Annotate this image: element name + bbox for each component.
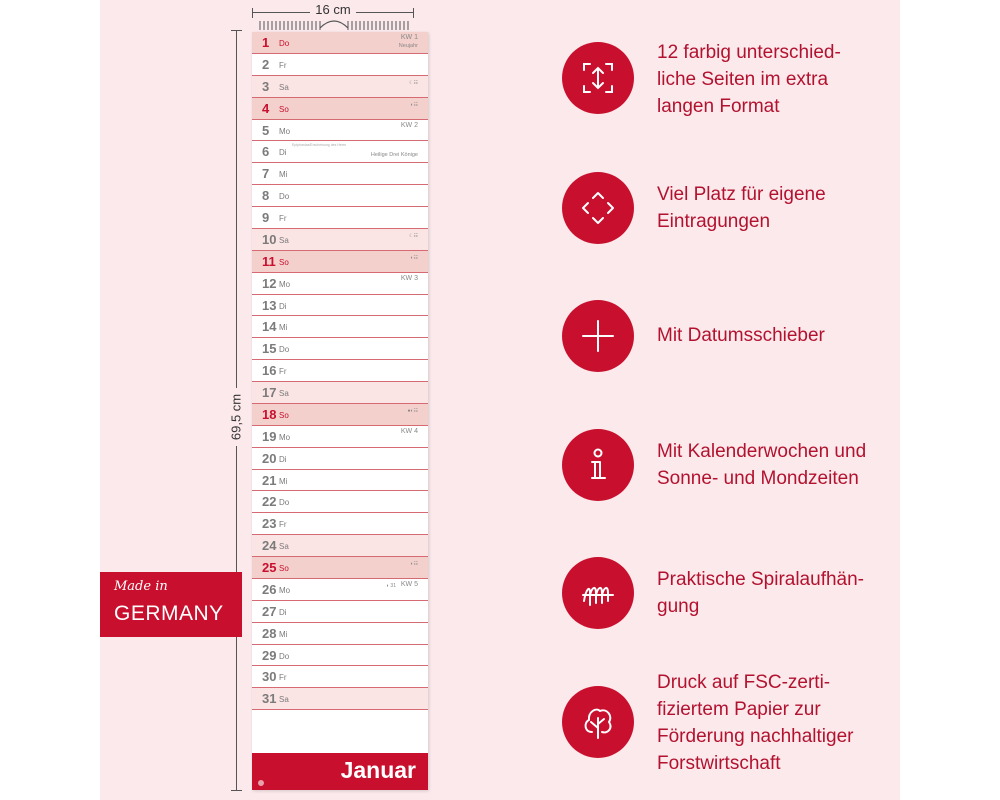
weekday-label: Do (279, 651, 290, 661)
weekday-label: So (279, 257, 289, 267)
height-dimension-label: 69,5 cm (228, 393, 244, 441)
expand-vertical-icon (562, 42, 634, 114)
day-number: 19 (262, 428, 277, 444)
moon-sun-symbols: ◐☷ (410, 101, 418, 108)
day-number: 4 (262, 100, 270, 116)
width-dimension-label: 16 cm (310, 2, 356, 17)
feature-date-slider-text (657, 322, 825, 349)
calendar-week-label: KW 5 (400, 580, 418, 588)
weekday-label: Di (279, 301, 287, 311)
calendar-day-row (252, 141, 428, 163)
day-number: 12 (262, 275, 277, 291)
wall-calendar (252, 32, 428, 790)
day-number: 28 (262, 625, 277, 641)
day-number: 23 (262, 516, 277, 532)
calendar-day-row (252, 120, 428, 142)
move-arrows-icon (562, 172, 634, 244)
weekday-label: Mi (279, 629, 288, 639)
feature-fsc (562, 672, 900, 786)
left-margin (0, 0, 100, 800)
calendar-day-row (252, 360, 428, 382)
calendar-day-row (252, 557, 428, 579)
day-number: 22 (262, 494, 277, 510)
moon-sun-symbols: ◐☷ (410, 561, 418, 567)
day-number: 18 (262, 406, 277, 422)
calendar-day-row (252, 448, 428, 470)
feature-line: Viel Platz für eigene (657, 184, 826, 205)
right-margin (900, 0, 1000, 800)
weekday-label: Mo (279, 585, 291, 595)
day-number: 26 (262, 581, 277, 597)
holiday-label: Heilige Drei Könige (370, 152, 418, 159)
moon-phase-symbol: ◗ 31 (386, 582, 396, 589)
calendar-day-row (252, 295, 428, 317)
day-number: 17 (262, 385, 277, 400)
day-number: 16 (262, 363, 277, 379)
calendar-day-row (252, 316, 428, 338)
calendar-day-row (252, 404, 428, 426)
weekday-label: Sa (279, 389, 289, 398)
weekday-label: Do (279, 498, 290, 508)
weekday-label: Sa (279, 235, 289, 245)
feature-line: Mit Kalenderwochen und (657, 441, 867, 462)
calendar-day-row (252, 163, 428, 185)
weekday-label: Mo (279, 279, 291, 289)
holiday-label: Neujahr (398, 43, 418, 49)
calendar-day-row (252, 32, 428, 54)
weekday-label: Mo (279, 126, 291, 136)
feature-line: 12 farbig unterschied- (657, 42, 841, 63)
day-number: 21 (262, 472, 277, 488)
tree-icon (562, 686, 634, 758)
calendar-day-row (252, 426, 428, 448)
spiral-binding (258, 18, 410, 32)
weekday-label: Do (279, 345, 290, 355)
info-icon (562, 429, 634, 501)
logo-dot-icon (258, 780, 264, 786)
day-number: 5 (262, 122, 270, 138)
feature-line: liche Seiten im extra (657, 69, 829, 90)
day-number: 3 (262, 78, 270, 94)
calendar-day-row (252, 98, 428, 120)
weekday-label: So (279, 564, 289, 573)
weekday-label: Fr (279, 214, 287, 223)
feature-line: Sonne- und Mondzeiten (657, 468, 859, 489)
moon-sun-symbols: ◐☷ (410, 254, 418, 261)
day-number: 10 (262, 231, 277, 247)
feature-pages-text (657, 39, 841, 120)
calendar-day-row (252, 251, 428, 273)
calendar-day-row (252, 513, 428, 535)
weekday-label: Mi (279, 323, 288, 333)
calendar-day-row (252, 579, 428, 601)
feature-date-slider (562, 300, 900, 372)
weekday-label: Di (279, 148, 287, 158)
calendar-day-row (252, 382, 428, 404)
day-number: 29 (262, 647, 277, 663)
weekday-label: Fr (279, 367, 287, 377)
calendar-day-row (252, 54, 428, 76)
moon-sun-symbols: ☾☷ (409, 79, 418, 86)
calendar-day-row (252, 229, 428, 251)
calendar-day-row (252, 185, 428, 207)
holiday-subnote: Epiphanias/Erscheinung des Herrn (292, 143, 347, 148)
feature-pages (562, 42, 900, 122)
weekday-label: Sa (279, 82, 289, 92)
weekday-label: Mi (279, 170, 288, 180)
moon-sun-symbols: ☾☷ (409, 232, 418, 239)
feature-line: Eintragungen (657, 211, 771, 232)
moon-sun-symbols: ●◐☷ (407, 407, 418, 414)
weekday-label: Fr (279, 520, 287, 530)
feature-line: Druck auf FSC-zerti- (657, 672, 831, 693)
weekday-label: Mo (279, 432, 291, 442)
calendar-day-row (252, 645, 428, 667)
day-number: 31 (262, 691, 277, 707)
feature-fsc-text (657, 669, 853, 777)
month-banner (252, 753, 428, 790)
weekday-label: Sa (279, 542, 289, 552)
feature-calendar-weeks-text (657, 438, 866, 492)
day-number: 14 (262, 319, 277, 335)
month-name: Januar (340, 757, 416, 783)
feature-line: Mit Datumsschieber (657, 325, 825, 346)
weekday-label: Di (279, 607, 287, 617)
calendar-week-label: KW 3 (400, 274, 418, 282)
feature-line: fiziertem Papier zur (657, 699, 821, 720)
calendar-day-row (252, 491, 428, 513)
calendar-week-label: KW 4 (400, 427, 418, 435)
day-number: 11 (262, 253, 276, 269)
day-number: 25 (262, 560, 277, 575)
feature-line: Förderung nachhaltiger (657, 726, 854, 747)
day-number: 6 (262, 144, 270, 160)
feature-space (562, 172, 900, 244)
badge-germany: GERMANY (114, 602, 224, 625)
day-number: 7 (262, 166, 270, 182)
badge-made-in: Made in (114, 579, 168, 594)
day-number: 30 (262, 669, 277, 685)
calendar-day-row (252, 666, 428, 688)
day-number: 13 (262, 297, 277, 313)
calendar-day-row (252, 338, 428, 360)
calendar-day-row (252, 273, 428, 295)
day-number: 27 (262, 603, 277, 619)
plus-icon (562, 300, 634, 372)
feature-spiral-text (657, 566, 864, 620)
day-number: 8 (262, 188, 270, 204)
weekday-label: Fr (279, 673, 287, 683)
height-dimension-cap-top (231, 30, 242, 31)
weekday-label: So (279, 104, 289, 114)
feature-calendar-weeks (562, 429, 900, 501)
feature-line: Forstwirtschaft (657, 753, 781, 774)
feature-spiral (562, 557, 900, 629)
day-number: 15 (262, 341, 277, 357)
weekday-label: Di (279, 454, 287, 464)
weekday-label: Do (279, 39, 290, 48)
feature-line: langen Format (657, 96, 780, 117)
weekday-label: Do (279, 192, 290, 202)
feature-line: Praktische Spiralaufhän- (657, 569, 864, 590)
made-in-germany-badge (100, 572, 242, 637)
calendar-day-row (252, 535, 428, 557)
calendar-week-label: KW 2 (400, 121, 418, 129)
weekday-label: Fr (279, 60, 287, 70)
calendar-day-row (252, 470, 428, 492)
calendar-day-row (252, 601, 428, 623)
day-number: 1 (262, 35, 270, 50)
height-dimension-cap-bottom (231, 790, 242, 791)
feature-space-text (657, 181, 826, 235)
weekday-label: Mi (279, 476, 288, 486)
calendar-day-row (252, 207, 428, 229)
calendar-day-row (252, 76, 428, 98)
weekday-label: So (279, 410, 289, 420)
feature-line: gung (657, 596, 700, 617)
calendar-week-label: KW 1 (400, 34, 418, 41)
day-number: 2 (262, 56, 270, 72)
day-number: 24 (262, 538, 277, 554)
calendar-day-row (252, 688, 428, 710)
spiral-icon (562, 557, 634, 629)
weekday-label: Sa (279, 695, 289, 705)
calendar-rows (252, 32, 428, 710)
calendar-day-row (252, 623, 428, 645)
day-number: 20 (262, 450, 277, 466)
day-number: 9 (262, 210, 270, 225)
